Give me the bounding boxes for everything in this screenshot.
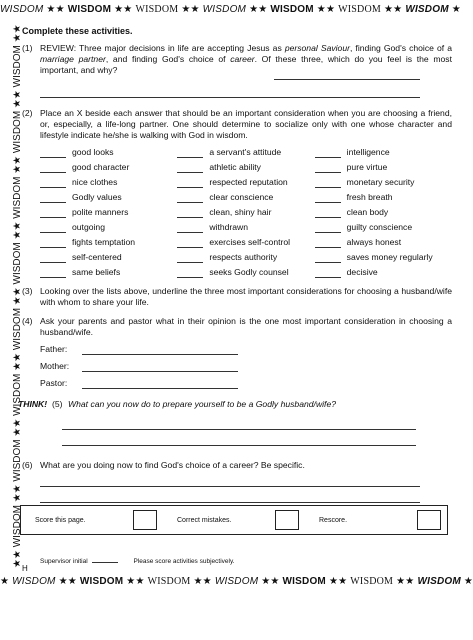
checklist-item[interactable] <box>40 222 177 233</box>
question-3 <box>22 286 452 308</box>
answer-line[interactable] <box>40 86 420 98</box>
question-6 <box>22 460 452 471</box>
border-stars: ★★ <box>126 576 145 587</box>
item-label: respects authority <box>209 252 278 262</box>
border-word: WISDOM <box>417 576 461 587</box>
checklist-item[interactable] <box>40 192 177 203</box>
answer-line[interactable] <box>82 345 238 355</box>
emphasis: personal Saviour <box>284 43 350 53</box>
question-number: (2) <box>22 108 33 118</box>
checklist-item[interactable] <box>40 207 177 218</box>
correct-label: Correct mistakes. <box>177 516 232 524</box>
border-word: WISDOM <box>79 576 124 587</box>
checklist-item[interactable] <box>40 237 177 248</box>
text-run: , and finding God's choice of <box>105 54 231 64</box>
page-mark: H <box>22 564 28 573</box>
border-stars: ★★ <box>261 576 280 587</box>
question-1 <box>22 43 452 76</box>
checklist-item[interactable] <box>40 267 177 278</box>
check-blank[interactable] <box>40 254 66 263</box>
checklist-item[interactable] <box>177 192 314 203</box>
check-blank[interactable] <box>177 269 203 278</box>
border-stars: ★ <box>451 4 461 15</box>
checklist-item[interactable] <box>315 267 452 278</box>
border-word: WISDOM <box>338 4 381 15</box>
page-heading: Complete these activities. <box>22 26 133 36</box>
supervisor-line <box>40 556 235 565</box>
border-word: WISDOM <box>350 576 394 587</box>
check-blank[interactable] <box>177 149 203 158</box>
check-blank[interactable] <box>315 179 341 188</box>
emphasis: career <box>230 54 255 64</box>
field-label: Father: <box>40 344 68 354</box>
question-number: (4) <box>22 316 33 326</box>
border-word: WISDOM <box>202 4 247 15</box>
item-label: withdrawn <box>209 222 249 232</box>
question-number: (6) <box>22 460 33 470</box>
border-stars: ★★ <box>46 4 65 15</box>
item-label: clear conscience <box>209 192 274 202</box>
border-stars: ★★ <box>181 4 200 15</box>
check-blank[interactable] <box>177 224 203 233</box>
check-blank[interactable] <box>40 209 66 218</box>
item-label: respected reputation <box>209 177 288 187</box>
border-word: WISDOM <box>0 4 44 15</box>
item-label: athletic ability <box>209 162 261 172</box>
answer-line[interactable] <box>82 362 238 372</box>
check-blank[interactable] <box>40 239 66 248</box>
check-blank[interactable] <box>40 149 66 158</box>
checklist-item[interactable] <box>315 147 452 158</box>
check-blank[interactable] <box>40 194 66 203</box>
supervisor-label: Supervisor initial <box>40 558 88 565</box>
checklist-item[interactable] <box>177 162 314 173</box>
item-label: clean, shiny hair <box>209 207 272 217</box>
check-blank[interactable] <box>177 254 203 263</box>
score-cell <box>21 510 163 530</box>
question-2 <box>22 108 452 141</box>
border-stars: ★★ <box>383 4 403 15</box>
check-blank[interactable] <box>40 164 66 173</box>
border-word: WISDOM <box>214 576 259 587</box>
border-stars: ★★ <box>328 576 348 587</box>
item-label: clean body <box>346 207 389 217</box>
answer-line[interactable] <box>62 434 416 446</box>
text-run: , finding God's choice of a <box>349 43 452 53</box>
checklist-item[interactable] <box>315 237 452 248</box>
item-label: fights temptation <box>72 237 136 247</box>
worksheet <box>18 26 452 503</box>
item-label: nice clothes <box>72 177 118 187</box>
item-label: same beliefs <box>72 267 121 277</box>
checklist-item[interactable] <box>177 147 314 158</box>
field-label: Mother: <box>40 361 70 371</box>
border-stars: ★★ <box>396 576 415 587</box>
question-number: (3) <box>22 286 33 296</box>
item-label: a servant's attitude <box>209 147 282 157</box>
question-text: What are you doing now to find God's choice of a career? Be specific. <box>40 460 305 470</box>
answer-line[interactable] <box>82 379 238 389</box>
correct-cell <box>163 510 305 530</box>
check-blank[interactable] <box>40 179 66 188</box>
checklist-item[interactable] <box>177 252 314 263</box>
checklist-item[interactable] <box>177 177 314 188</box>
question-number: (5) <box>52 399 63 409</box>
supervisor-note: Please score activities subjectively. <box>133 558 235 565</box>
border-word: WISDOM <box>147 576 191 587</box>
item-label: self-centered <box>72 252 122 262</box>
border-stars: ★★ <box>58 576 77 587</box>
check-blank[interactable] <box>315 149 341 158</box>
check-blank[interactable] <box>315 224 341 233</box>
checklist-item[interactable] <box>315 222 452 233</box>
question-text: What can you now do to prepare yourself to be a Godly husband/wife? <box>68 399 337 409</box>
item-label: good character <box>72 162 130 172</box>
border-stars: ★★ <box>193 576 212 587</box>
score-label: Score this page. <box>35 516 86 524</box>
item-label: always honest <box>346 237 402 247</box>
item-label: seeks Godly counsel <box>209 267 289 277</box>
border-stars: ★★ <box>114 4 133 15</box>
item-label: decisive <box>346 267 378 277</box>
check-blank[interactable] <box>315 269 341 278</box>
correct-square[interactable] <box>275 510 299 530</box>
check-blank[interactable] <box>177 239 203 248</box>
answer-line[interactable] <box>40 491 420 503</box>
check-blank[interactable] <box>177 164 203 173</box>
item-label: guilty conscience <box>346 222 413 232</box>
border-word: WISDOM <box>12 576 56 587</box>
emphasis: marriage partner <box>40 54 106 64</box>
text-run: . Of these three, which do you feel is the most important, and why? <box>40 54 452 75</box>
question-4 <box>22 316 452 338</box>
border-top <box>0 4 466 15</box>
border-word: WISDOM <box>282 576 326 587</box>
check-blank[interactable] <box>315 254 341 263</box>
border-word: WISDOM <box>270 4 314 15</box>
question-text <box>40 43 452 76</box>
think-label: THINK! <box>18 399 48 409</box>
rescore-label: Rescore. <box>319 516 348 524</box>
border-left <box>0 18 23 568</box>
item-label: monetary security <box>346 177 415 187</box>
item-label: exercises self-control <box>209 237 291 247</box>
check-blank[interactable] <box>177 194 203 203</box>
check-blank[interactable] <box>177 209 203 218</box>
checklist-item[interactable] <box>40 162 177 173</box>
pastor-field[interactable] <box>40 378 452 389</box>
item-label: saves money regularly <box>346 252 433 262</box>
check-blank[interactable] <box>315 209 341 218</box>
border-stars: ★ <box>0 576 10 587</box>
text-run: REVIEW: Three major decisions in life are accepting Jesus as <box>40 43 285 53</box>
field-label: Pastor: <box>40 378 68 388</box>
answer-line[interactable] <box>62 418 416 430</box>
check-blank[interactable] <box>40 269 66 278</box>
checklist-item[interactable] <box>40 147 177 158</box>
border-word: WISDOM <box>405 4 449 15</box>
rescore-square[interactable] <box>417 510 441 530</box>
item-label: good looks <box>72 147 114 157</box>
item-label: polite manners <box>72 207 129 217</box>
border-word: WISDOM <box>135 4 179 15</box>
check-blank[interactable] <box>315 164 341 173</box>
question-text: Place an X beside each answer that should be an important consideration when you are choosing a friend, or, especially, a life-long partner. One should determine to socialize only with one whose character and lifestyle indicate he/she is walking with God in wisdom. <box>40 108 452 140</box>
border-stars: ★ <box>463 576 473 587</box>
question-number: (1) <box>22 43 33 53</box>
item-label: fresh breath <box>346 192 393 202</box>
answer-line[interactable] <box>40 475 420 487</box>
checklist-item[interactable] <box>315 207 452 218</box>
border-stars: ★★ <box>249 4 268 15</box>
border-bottom <box>0 576 473 587</box>
checklist-item[interactable] <box>315 192 452 203</box>
item-label: pure virtue <box>346 162 388 172</box>
check-blank[interactable] <box>40 224 66 233</box>
question-5 <box>18 399 452 410</box>
rescore-cell <box>305 510 447 530</box>
checklist-item[interactable] <box>177 237 314 248</box>
father-field[interactable] <box>40 344 452 355</box>
checklist-item[interactable] <box>177 267 314 278</box>
supervisor-initial-line[interactable] <box>92 556 118 563</box>
question-text: Looking over the lists above, underline the three most important considerations for choosing a husband/wife with whom to share your life. <box>40 286 452 307</box>
item-label: intelligence <box>346 147 390 157</box>
question-text: Ask your parents and pastor what in their opinion is the one most important consideration in choosing a husband/wife. <box>40 316 452 337</box>
checklist-item[interactable] <box>315 162 452 173</box>
check-blank[interactable] <box>315 239 341 248</box>
item-label: Godly values <box>72 192 122 202</box>
score-square[interactable] <box>133 510 157 530</box>
checklist-item[interactable] <box>40 252 177 263</box>
checklist-item[interactable] <box>315 252 452 263</box>
checklist <box>40 147 452 278</box>
checklist-item[interactable] <box>177 207 314 218</box>
border-stars: ★★ <box>316 4 336 15</box>
checklist-item[interactable] <box>315 177 452 188</box>
border-side-text: ★★ WISDOM ★★ WISDOM ★★ WISDOM ★★ WISDOM ★★ WISDOM ★★ WISDOM ★★ WISDOM ★★ WISDOM ★★ <box>12 24 23 568</box>
check-blank[interactable] <box>177 179 203 188</box>
item-label: outgoing <box>72 222 105 232</box>
score-box <box>20 505 448 535</box>
checklist-item[interactable] <box>40 177 177 188</box>
checklist-item[interactable] <box>177 222 314 233</box>
check-blank[interactable] <box>315 194 341 203</box>
border-word: WISDOM <box>67 4 112 15</box>
mother-field[interactable] <box>40 361 452 372</box>
